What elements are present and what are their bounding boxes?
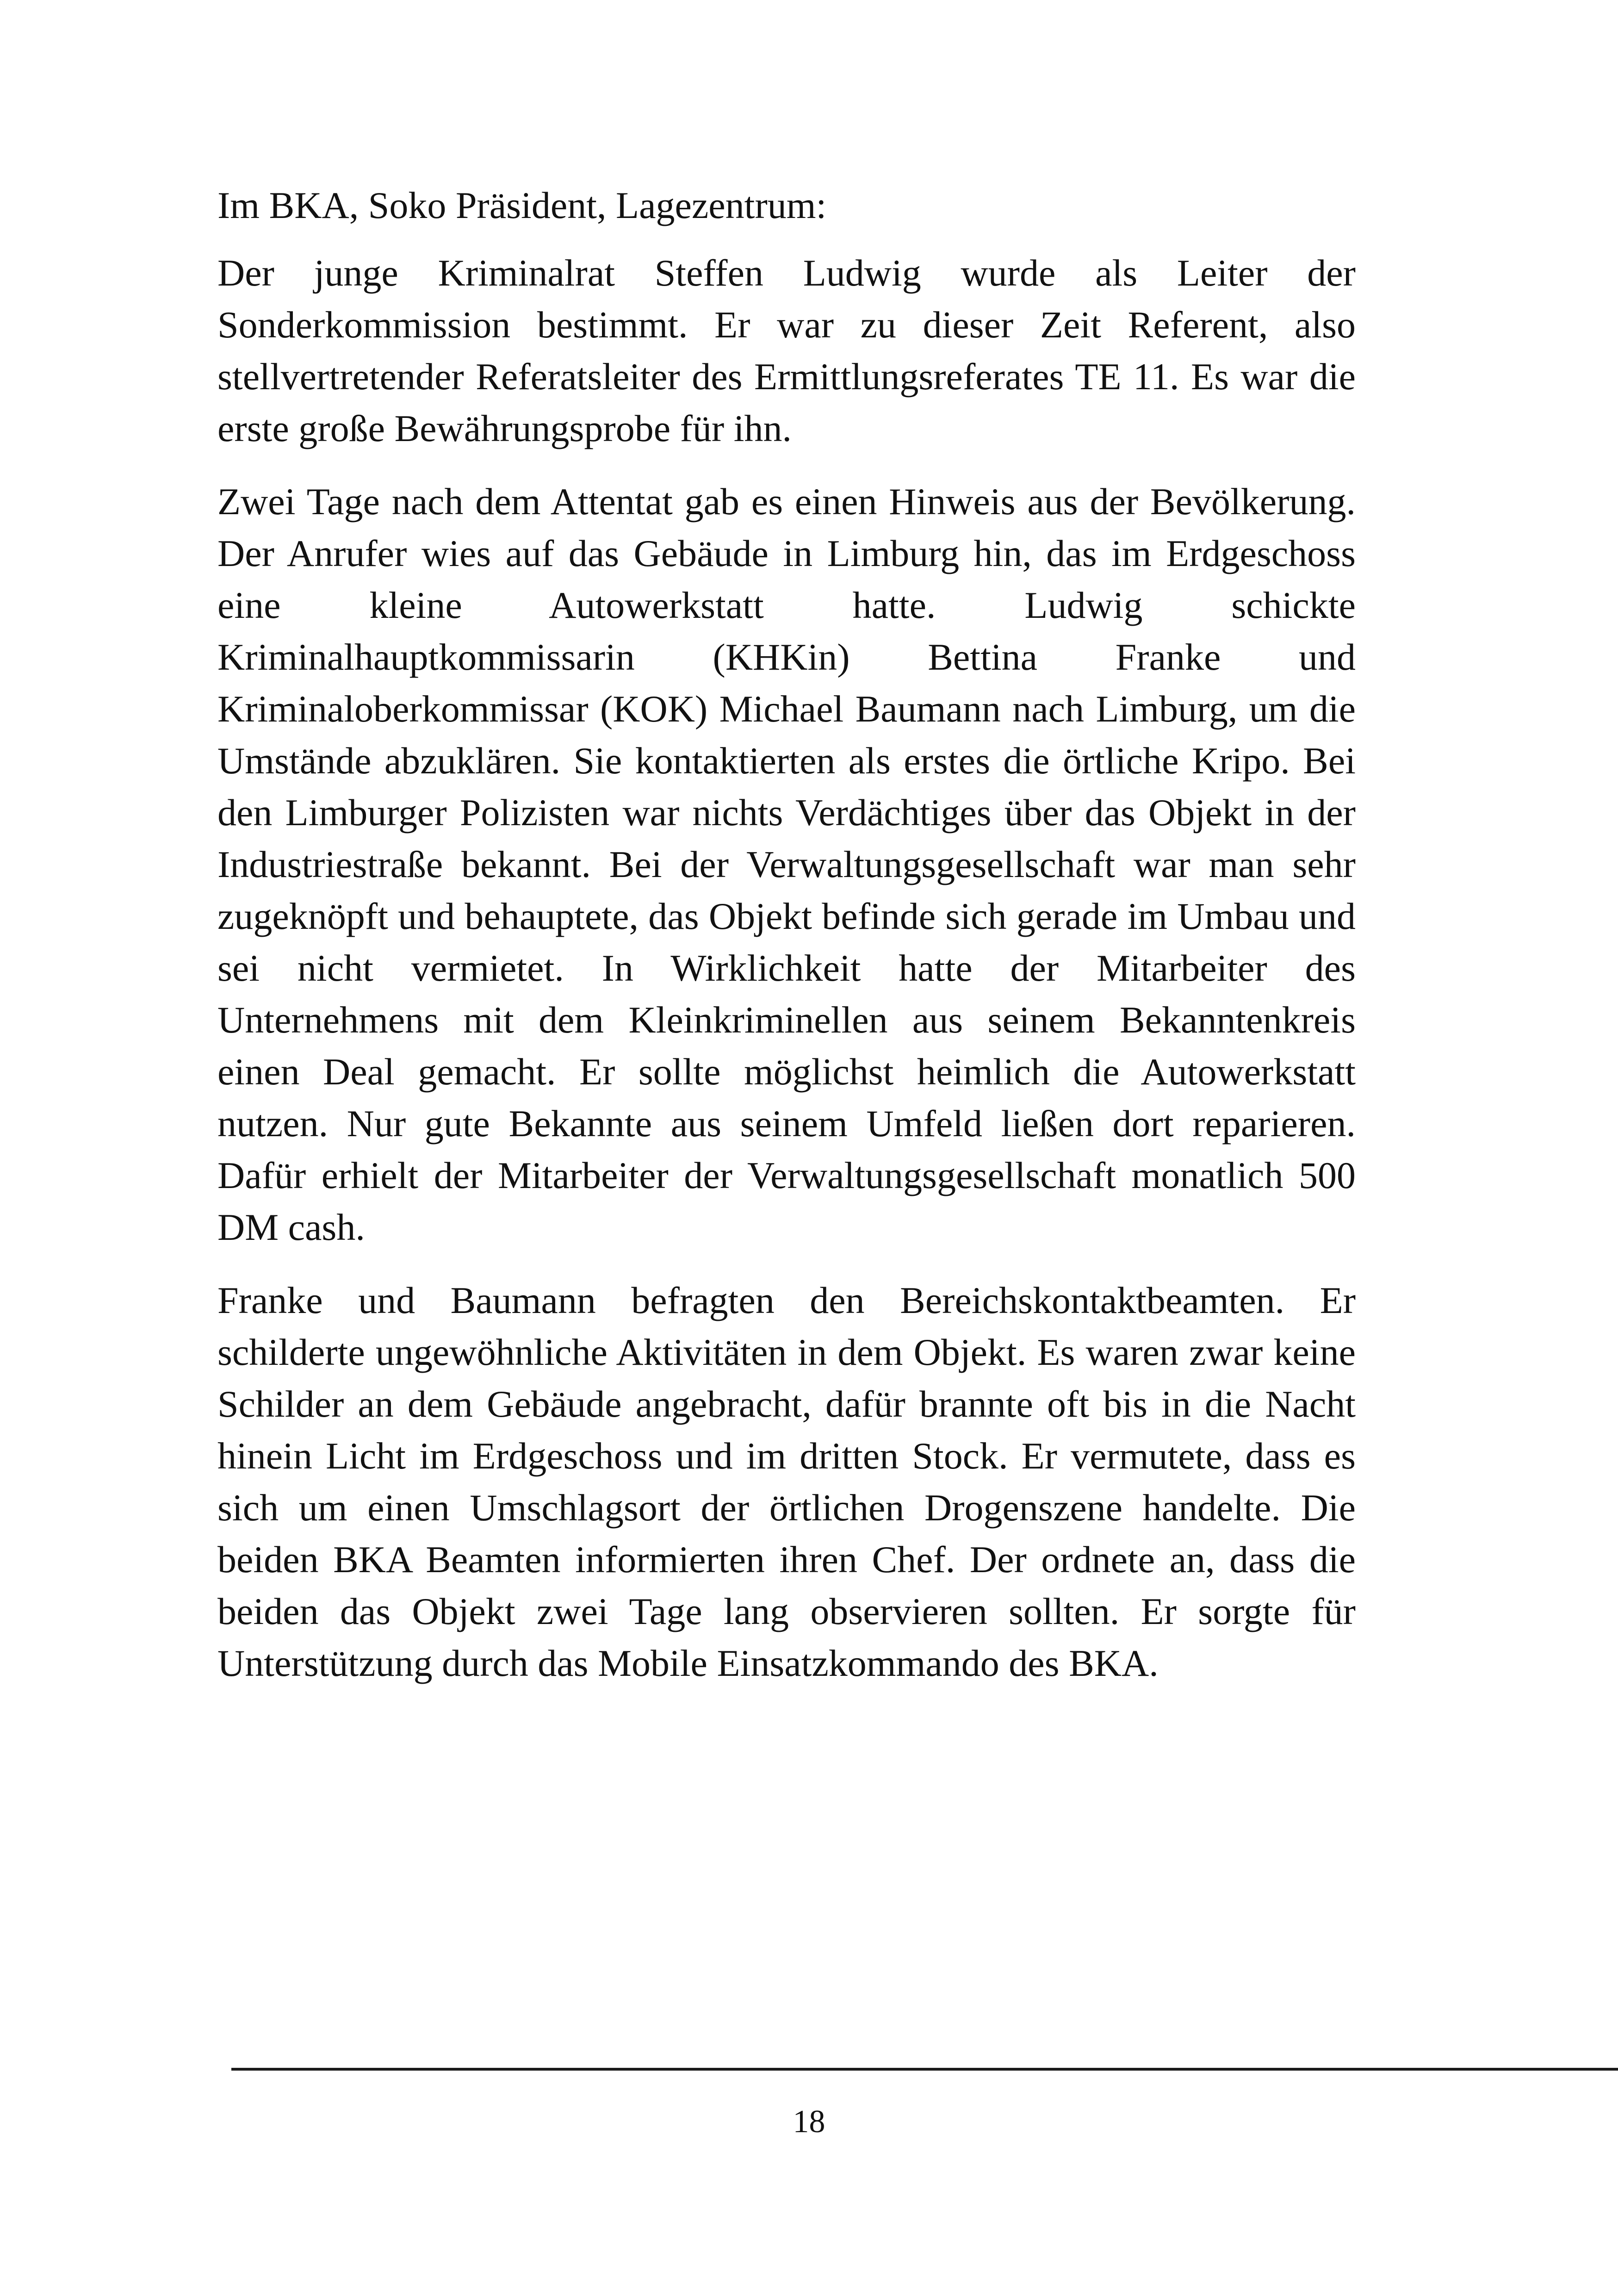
section-heading: Im BKA, Soko Präsident, Lagezentrum: [217, 184, 827, 226]
paragraph-1: Der junge Kriminalrat Steffen Ludwig wurde als Leiter der Sonderkommission bestimmt. Er war zu dieser Zeit Referent, also stellvertretender Referatsleiter des Ermittlungsreferates TE 11. Es war die erste große Bewährungsprobe für ihn. [217, 252, 1356, 449]
body-text [217, 180, 1356, 1711]
paragraph-2: Zwei Tage nach dem Attentat gab es einen Hinweis aus der Bevölkerung. Der Anrufer wies auf das Gebäude in Limburg hin, das im Erdgeschoss eine kleine Autowerkstatt hatte. Ludwig schickte Kriminalhauptkommissarin (KHKin) Bettina Franke und Kriminaloberkommissar (KOK) Michael Baumann nach Limburg, um die Umstände abzuklären. Sie kontaktierten als erstes die örtliche Kripo. Bei den Limburger Polizisten war nichts Verdächtiges über das Objekt in der Industriestraße bekannt. Bei der Verwaltungsgesellschaft war man sehr zugeknöpft und behauptete, das Objekt befinde sich gerade im Umbau und sei nicht vermietet. In Wirklichkeit hatte der Mitarbeiter des Unternehmens mit dem Kleinkriminellen aus seinem Bekanntenkreis einen Deal gemacht. Er sollte möglichst heimlich die Autowerkstatt nutzen. Nur gute Bekannte aus seinem Umfeld ließen dort reparieren. Dafür erhielt der Mitarbeiter der Verwaltungsgesellschaft monatlich 500 DM cash. [217, 480, 1356, 1248]
paragraph-3: Franke und Baumann befragten den Bereichskontaktbeamten. Er schilderte ungewöhnliche Aktivitäten in dem Objekt. Es waren zwar keine Schilder an dem Gebäude angebracht, dafür brannte oft bis in die Nacht hinein Licht im Erdgeschoss und im dritten Stock. Er vermutete, dass es sich um einen Umschlagsort der örtlichen Drogenszene handelte. Die beiden BKA Beamten informierten ihren Chef. Der ordnete an, dass die beiden das Objekt zwei Tage lang observieren sollten. Er sorgte für Unterstützung durch das Mobile Einsatzkommando des BKA. [217, 1279, 1356, 1684]
page-number: 18 [793, 2104, 825, 2140]
footer-rule [231, 2068, 1618, 2071]
